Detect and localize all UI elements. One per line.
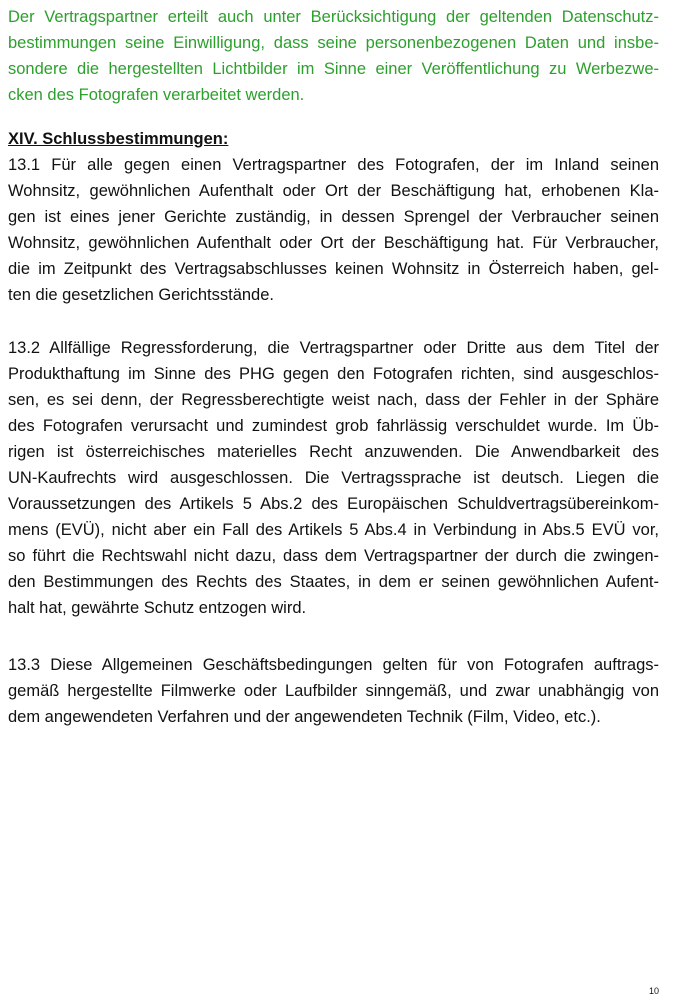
text-line: Voraussetzungen des Artikels 5 Abs.2 des Europäischen Schuldvertragsübereinkom- — [8, 495, 659, 513]
text-line: Produkthaftung im Sinne des PHG gegen den Fotografen richten, sind ausgeschlos- — [8, 365, 659, 383]
text-line: sen, es sei denn, der Regressberechtigte weist nach, dass der Fehler in der Sphäre — [8, 391, 659, 409]
text-line: halt hat, gewährte Schutz entzogen wird. — [8, 599, 307, 617]
text-line: ten die gesetzlichen Gerichtsstände. — [8, 286, 274, 304]
text-line: dem angewendeten Verfahren und der angewendeten Technik (Film, Video, etc.). — [8, 708, 601, 726]
text-line: rigen ist österreichisches materielles Recht anzuwenden. Die Anwendbarkeit des — [8, 443, 659, 461]
paragraph-13-3 — [8, 652, 659, 730]
text-line: gemäß hergestellte Filmwerke oder Laufbilder sinngemäß, und zwar unabhängig von — [8, 682, 659, 700]
paragraph-13-1 — [8, 152, 659, 308]
text-line: die im Zeitpunkt des Vertragsabschlusses keinen Wohnsitz in Österreich haben, gel- — [8, 260, 659, 278]
text-line: Wohnsitz, gewöhnlichen Aufenthalt oder Ort der Beschäftigung hat, erhobenen Kla- — [8, 182, 659, 200]
text-line: den Bestimmungen des Rechts des Staates, in dem er seinen gewöhnlichen Aufent- — [8, 573, 659, 591]
text-line: so führt die Rechtswahl nicht dazu, dass dem Vertragspartner der durch die zwingen- — [8, 547, 659, 565]
section-heading: XIV. Schlussbestimmungen: — [8, 130, 229, 148]
text-line: Der Vertragspartner erteilt auch unter Berücksichtigung der geltenden Datenschutz- — [8, 8, 659, 26]
consent-paragraph — [8, 4, 659, 108]
text-line: gen ist eines jener Gerichte zuständig, in dessen Sprengel der Verbraucher seinen — [8, 208, 659, 226]
text-line: mens (EVÜ), nicht aber ein Fall des Artikels 5 Abs.4 in Verbindung in Abs.5 EVÜ vor, — [8, 521, 659, 539]
text-line: 13.1 Für alle gegen einen Vertragspartner des Fotografen, der im Inland seinen — [8, 156, 659, 174]
text-line: 13.2 Allfällige Regressforderung, die Vertragspartner oder Dritte aus dem Titel der — [8, 339, 659, 357]
paragraph-13-2 — [8, 335, 659, 621]
text-line: des Fotografen verursacht und zumindest grob fahrlässig verschuldet wurde. Im Üb- — [8, 417, 659, 435]
text-line: 13.3 Diese Allgemeinen Geschäftsbedingungen gelten für von Fotografen auftrags- — [8, 656, 659, 674]
page-number: 10 — [648, 986, 659, 996]
text-line: bestimmungen seine Einwilligung, dass seine personenbezogenen Daten und insbe- — [8, 34, 659, 52]
text-line: UN-Kaufrechts wird ausgeschlossen. Die Vertragssprache ist deutsch. Liegen die — [8, 469, 659, 487]
text-line: cken des Fotografen verarbeitet werden. — [8, 86, 305, 104]
text-line: sondere die hergestellten Lichtbilder im Sinne einer Veröffentlichung zu Werbezwe- — [8, 60, 659, 78]
text-line: Wohnsitz, gewöhnlichen Aufenthalt oder Ort der Beschäftigung hat. Für Verbraucher, — [8, 234, 659, 252]
